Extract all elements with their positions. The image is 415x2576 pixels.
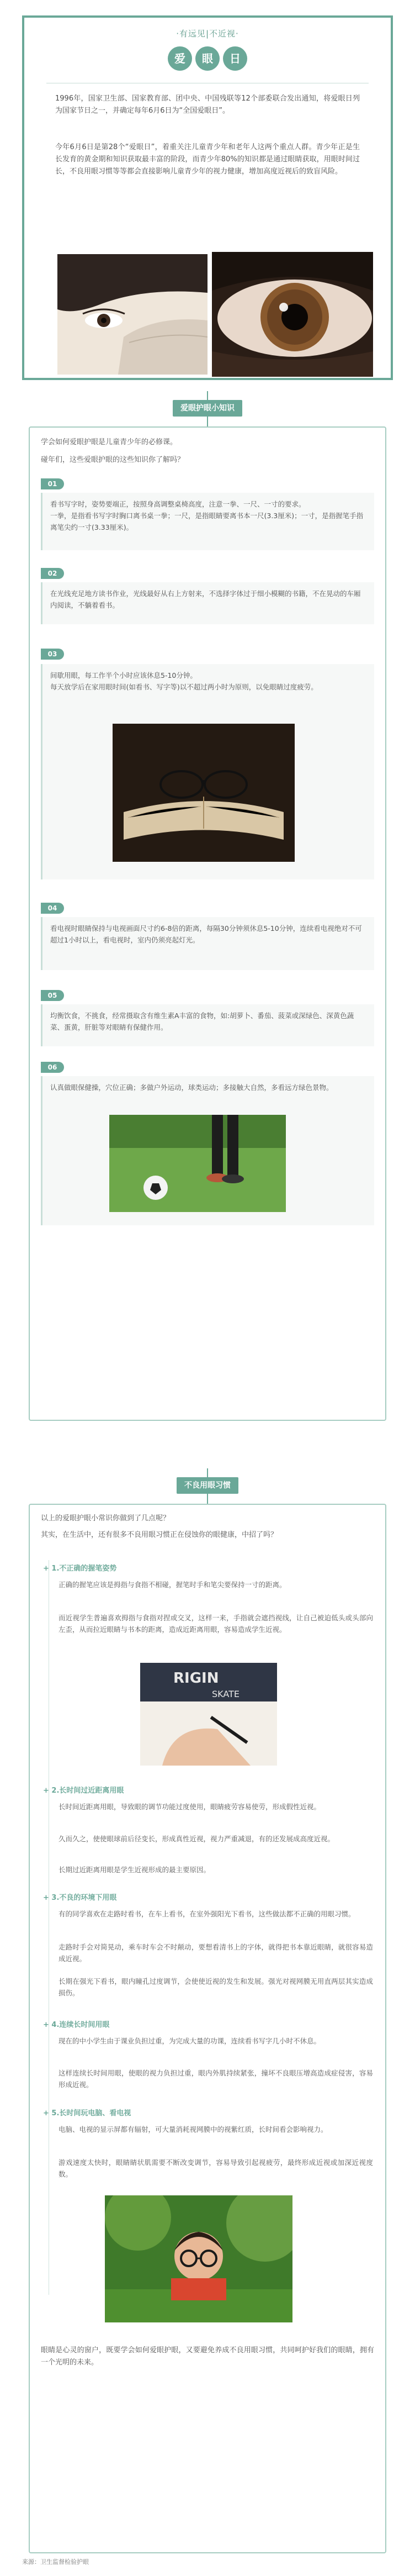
habit-text: 而近视学生普遍喜欢拇指与食指对捏或交叉，这样一来，手指就会遮挡视线，让自己被迫低头或头部向左歪，从而拉近眼睛与书本的距离，造成近距离用眼，容易造成学生近视。: [58, 1614, 373, 1634]
habit-text: 这样连续长时间用眼，使眼的视力负担过重，眼内外肌持续紧张，撞坏不良眼压增高造成症侵害，容易形成近视。: [58, 2069, 373, 2089]
face-photo: [55, 252, 210, 377]
face-illustration: [57, 254, 208, 375]
habits-box: [29, 1504, 386, 2553]
knowledge-box: [29, 426, 386, 1421]
habit-text: 长期在强光下看书，眼内瞳孔过度调节，会使使近视的发生和发展。强光对视网膜无用直两层其实造成损伤。: [58, 1977, 373, 1997]
svg-text:SKATE: SKATE: [212, 1689, 240, 1699]
hero-paragraph: 今年6月6日是第28个“爱眼日”，着重关注儿童青少年和老年人这两个重点人群。青少年正是生长发育的黄金期和知识获取最丰富的阶段，而青少年80%的知识都是通过眼睛获取，用眼时间过长，不良用眼习惯等等都会直接影响儿童青少年的视力健康，增加高度近视后的致盲风险。: [55, 143, 360, 176]
tip-number: 03: [41, 649, 64, 660]
habit-text: 正确的握笔应该是拇指与食指不相碰，握笔时手和笔尖要保持一寸的距离。: [58, 1581, 286, 1589]
tip-number: 05: [41, 990, 64, 1001]
book-glasses-photo: [113, 724, 295, 862]
habit-text: 现在的中小学生由于课业负担过重，为完成大量的功课，连续看书写字几小时不休息。: [58, 2037, 321, 2045]
habit-text: 走路时手会对简晃动，乘车时车会不时颠动，要想看清书上的字体，就得把书本靠近眼睛，就很容易造成近视。: [58, 1943, 373, 1963]
hero-card: [22, 15, 393, 380]
book-illustration: [113, 724, 295, 862]
football-photo: [109, 1115, 286, 1212]
hero-title-char: 眼: [195, 46, 220, 71]
intro-text: 碰年们，这些爱眼护眼的这些知识你了解吗？: [41, 456, 185, 464]
habit-text: 有的同学喜欢在走路时看书，在车上看书，在室外强阳光下看书，这些做法都不正确的用眼习惯。: [58, 1910, 355, 1918]
intro-text: 其实，在生活中，还有很多不良用眼习惯正在侵蚀你的眼健康，中招了吗？: [41, 1531, 278, 1539]
section-heading-knowledge: [0, 391, 415, 424]
tip-number: 02: [41, 568, 64, 579]
hero-title-char: 日: [223, 46, 247, 71]
habit-text: 长时间近距离用眼，导致眼的调节功能过度使用，眼睛疲劳容易使劳，形成假性近视。: [58, 1803, 321, 1811]
intro-text: 以上的爱眼护眼小常识你做到了几点呢？: [41, 1514, 171, 1523]
habit-text: 长期过近距离用眼是学生近视形成的最主要原因。: [58, 1866, 211, 1874]
tip-number: 04: [41, 903, 64, 914]
habit-text: 久而久之，使使眼球前后径变长，形成真性近视，视力严重减退，有的还发展成高度近视。: [58, 1835, 335, 1843]
heading-connector: [207, 391, 208, 400]
habit-title: + 3.不良的环境下用眼: [43, 1892, 116, 1902]
hero-title: [168, 46, 247, 71]
writing-illustration: [140, 1663, 277, 1766]
child-illustration: [105, 2195, 292, 2322]
tip-number: 06: [41, 1062, 64, 1073]
eye-illustration: [212, 252, 373, 377]
tip-card: 均衡饮食，不挑食，经常摄取含有维生素A丰富的食物，如:胡萝卜、番茄、菠菜或深绿色、深黄色蔬菜、蛋黄，肝脏等对眼睛有保健作用。: [41, 1004, 374, 1046]
closing-text: 眼睛是心灵的窗户，既要学会如何爱眼护眼，又要避免养成不良用眼习惯，共同呵护好我们的眼睛，拥有一个光明的未来。: [41, 2346, 374, 2367]
hero-paragraph: 1996年，国家卫生部、国家教育部、团中央、中国残联等12个部委联合发出通知，将爱眼日列为国家节日之一，并确定每年6月6日为“全国爱眼日”。: [55, 94, 360, 115]
tip-card: 间歇用眼，每工作半个小时应该休息5-10分钟。 每天放学后在家用眼时间(如看书、写字等)以不超过两小时为原则，以免眼睛过度疲劳。: [41, 664, 374, 879]
habit-text: 电脑、电视的显示屏都有辐射，可大量消耗视网膜中的视紫红质，长时间看会影响视力。: [58, 2125, 328, 2134]
heading-connector: [207, 1468, 208, 1477]
heading-connector: [207, 417, 208, 426]
section-title: 不良用眼习惯: [177, 1477, 238, 1494]
habit-title: + 5.长时间玩电脑、看电视: [43, 2107, 131, 2117]
habit-title: + 2.长时间过近距离用眼: [43, 1784, 124, 1795]
tip-card: 看电视时眼睛保持与电视画面尺寸约6-8倍的距离，每隔30分钟须休息5-10分钟，连续看电视绝对不可超过1小时以上，看电视时，室内仍须亮起灯光。: [41, 917, 374, 970]
tip-number: 01: [41, 478, 64, 489]
intro-text: 学会如何爱眼护眼是儿童青少年的必修课。: [41, 438, 178, 446]
heading-connector: [207, 1494, 208, 1504]
habit-text: 游戏速度太快时，眼睛睛状肌需要不断改变调节，容易导致引起视疲劳，最终形成近视或加深近视度数。: [58, 2158, 373, 2178]
child-glasses-photo: [105, 2195, 292, 2322]
hero-tagline: ·有远见|不近视·: [176, 29, 239, 39]
source-caption: 来源：卫生监督检验护眼: [22, 2558, 89, 2566]
writing-photo: [140, 1663, 277, 1766]
football-illustration: [109, 1115, 286, 1212]
tip-card: 认真做眼保健操，穴位正确；多做户外运动，球类运动；多接触大自然，多看远方绿色景物。: [41, 1076, 374, 1225]
tip-card: 看书写字时，姿势要端正，按照身高调整桌椅高度，注意一拳、一尺、一寸的要求。 一拳，是指看书写字时胸口离书桌一拳；一尺，是指眼睛要离书本一尺(3.3厘米)；一寸，是指握笔手指离笔尖约一寸(3.33厘米)。: [41, 493, 374, 550]
section-title: 爱眼护眼小知识: [173, 400, 242, 417]
svg-text:RIGIN: RIGIN: [173, 1670, 219, 1687]
section-heading-habits: [0, 1468, 415, 1502]
habit-title: + 1.不正确的握笔姿势: [43, 1562, 116, 1573]
eye-closeup-photo: [212, 252, 373, 377]
tip-card: 在光线充足地方读书作业，光线最好从右上方射来，不选择字体过于细小模糊的书籍，不在晃动的车厢内阅读，不躺着看书。: [41, 582, 374, 624]
hero-title-char: 爱: [168, 46, 192, 71]
habit-title: + 4.连续长时间用眼: [43, 2019, 109, 2029]
